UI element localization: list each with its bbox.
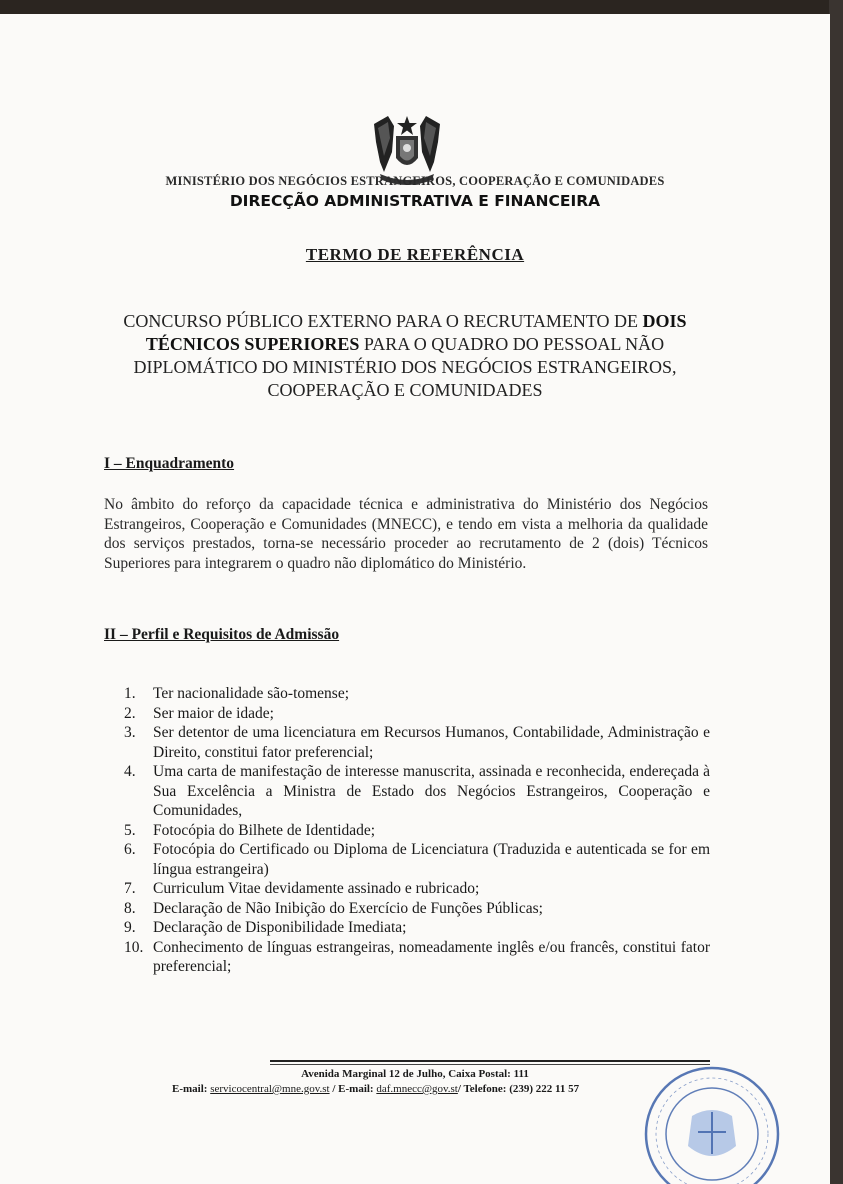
- list-item: [124, 938, 710, 977]
- contest-heading-part2: PARA O QUADRO DO PESSOAL NÃO DIPLOMÁTICO DO MINISTÉRIO DOS NEGÓCIOS ESTRANGEIROS, COOPERAÇÃO E COMUNIDADES: [133, 334, 677, 400]
- list-item-text: Declaração de Não Inibição do Exercício de Funções Públicas;: [153, 899, 543, 917]
- list-item: [124, 918, 710, 938]
- list-item-text: Ter nacionalidade são-tomense;: [153, 685, 350, 702]
- footer-contacts: [172, 1083, 579, 1095]
- document-title: TERMO DE REFERÊNCIA: [305, 245, 525, 264]
- list-item-number: 8.: [124, 899, 136, 917]
- list-item-number: 7.: [124, 880, 136, 897]
- section-title-enquadramento: I – Enquadramento: [104, 455, 235, 472]
- email-label: E-mail:: [172, 1083, 211, 1095]
- list-item-number: 6.: [124, 841, 136, 858]
- list-item-text: Ser maior de idade;: [153, 704, 274, 722]
- list-item-text: Fotocópia do Bilhete de Identidade;: [153, 821, 376, 839]
- footer-address: Avenida Marginal 12 de Julho, Caixa Postal: 111: [301, 1068, 529, 1080]
- section-title-requisitos: II – Perfil e Requisitos de Admissão: [104, 626, 340, 643]
- list-item: [124, 840, 710, 879]
- list-item-text: Ser detentor de uma licenciatura em Recursos Humanos, Contabilidade, Administração e Direito, constitui fator preferencial;: [153, 724, 710, 761]
- list-item-number: 4.: [124, 763, 136, 780]
- email-separator: / E-mail:: [329, 1083, 377, 1095]
- ministry-name: MINISTÉRIO DOS NEGÓCIOS ESTRANGEIROS, COOPERAÇÃO E COMUNIDADES: [165, 174, 665, 188]
- document-page: [0, 14, 830, 1184]
- list-item-number: 5.: [124, 821, 136, 839]
- list-item-text: Curriculum Vitae devidamente assinado e rubricado;: [153, 880, 480, 897]
- email-link-servicocentral[interactable]: servicocentral@mne.gov.st: [210, 1083, 330, 1095]
- list-item: [124, 684, 710, 704]
- list-item: [124, 704, 710, 724]
- list-item: [124, 723, 710, 762]
- section-text-enquadramento: No âmbito do reforço da capacidade técnica e administrativa do Ministério dos Negócios Estrangeiros, Cooperação e Comunidades (MNECC), e tendo em vista a melhoria da qualidade dos serviços prestados, torna-se necessário proceder ao recrutamento de 2 (dois) Técnicos Superiores para integrarem o quadro não diplomático do Ministério.: [104, 496, 708, 572]
- list-item: [124, 762, 710, 821]
- list-item-text: Conhecimento de línguas estrangeiras, nomeadamente inglês e/ou francês, constitui fator preferencial;: [153, 938, 710, 975]
- photo-right-edge: [829, 0, 843, 1184]
- list-item-text: Declaração de Disponibilidade Imediata;: [153, 919, 407, 936]
- contest-heading-part1: CONCURSO PÚBLICO EXTERNO PARA O RECRUTAMENTO DE: [123, 311, 643, 331]
- list-item-text: Fotocópia do Certificado ou Diploma de Licenciatura (Traduzida e autenticada se for em língua estrangeira): [153, 841, 710, 878]
- list-item: [124, 821, 710, 841]
- list-item-number: 2.: [124, 704, 136, 722]
- email-link-daf[interactable]: daf.mnecc@gov.st: [376, 1083, 458, 1095]
- contest-heading: [90, 310, 720, 402]
- contest-heading-bold: DOIS TÉCNICOS SUPERIORES: [145, 311, 687, 354]
- official-seal-icon: [632, 1054, 792, 1184]
- list-item-number: 1.: [124, 685, 136, 702]
- list-item-text: Uma carta de manifestação de interesse manuscrita, assinada e reconhecida, endereçada à Sua Excelência a Ministra de Estado dos Negócios Estrangeiros, Cooperação e Comunidades,: [153, 763, 710, 819]
- list-item: [124, 879, 710, 899]
- requirements-list: [124, 684, 710, 977]
- phone-number: / Telefone: (239) 222 11 57: [457, 1083, 580, 1095]
- list-item-number: 3.: [124, 724, 136, 741]
- department-name: DIRECÇÃO ADMINISTRATIVA E FINANCEIRA: [229, 192, 601, 210]
- list-item-number: 10.: [124, 938, 144, 956]
- list-item: [124, 899, 710, 919]
- list-item-number: 9.: [124, 919, 136, 936]
